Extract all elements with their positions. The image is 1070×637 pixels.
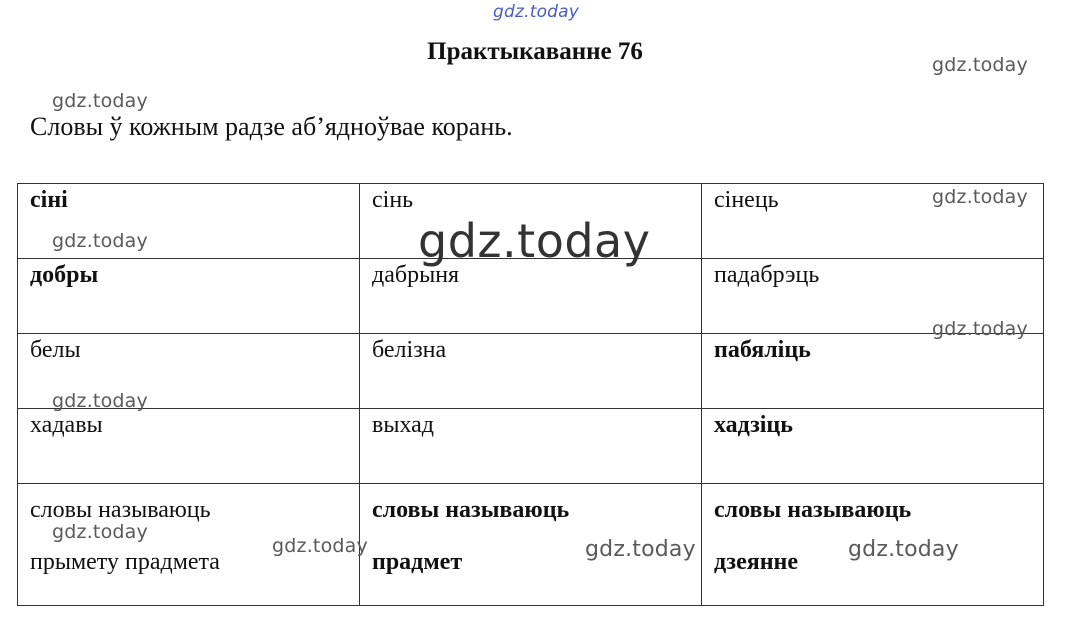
table-cell: белізна	[360, 334, 702, 409]
table-cell: хадавы	[18, 409, 360, 484]
table-row	[18, 259, 1044, 334]
cell-line: словы называюць	[30, 497, 211, 523]
watermark-top: gdz.today	[493, 2, 580, 22]
table-cell: сінь	[360, 184, 702, 259]
table-row	[18, 334, 1044, 409]
watermark: gdz.today	[932, 54, 1028, 76]
watermark: gdz.today	[52, 390, 148, 412]
watermark: gdz.today	[932, 318, 1028, 340]
watermark: gdz.today	[52, 230, 148, 252]
table-cell: пабяліць	[702, 334, 1044, 409]
watermark: gdz.today	[932, 186, 1028, 208]
watermark: gdz.today	[585, 537, 696, 562]
watermark: gdz.today	[848, 537, 959, 562]
table-row	[18, 409, 1044, 484]
table-cell: добры	[18, 259, 360, 334]
cell-line: прымету прадмета	[30, 549, 220, 575]
exercise-instruction: Словы ў кожным радзе аб’ядноўвае корань.	[30, 112, 513, 141]
table-cell: хадзіць	[702, 409, 1044, 484]
watermark-large: gdz.today	[418, 214, 651, 268]
page-title: Практыкаванне 76	[427, 38, 643, 65]
table-cell: сінець	[702, 184, 1044, 259]
cell-line: дзеянне	[714, 549, 799, 575]
cell-line: словы называюць	[714, 497, 912, 523]
watermark: gdz.today	[52, 90, 148, 112]
table-cell: сіні	[18, 184, 360, 259]
cell-line: прадмет	[372, 549, 463, 575]
table-cell: падабрэць	[702, 259, 1044, 334]
cell-line: словы называюць	[372, 497, 570, 523]
table-cell: выхад	[360, 409, 702, 484]
watermark: gdz.today	[52, 521, 148, 543]
table-cell: белы	[18, 334, 360, 409]
table-cell: дабрыня	[360, 259, 702, 334]
watermark: gdz.today	[272, 535, 368, 557]
